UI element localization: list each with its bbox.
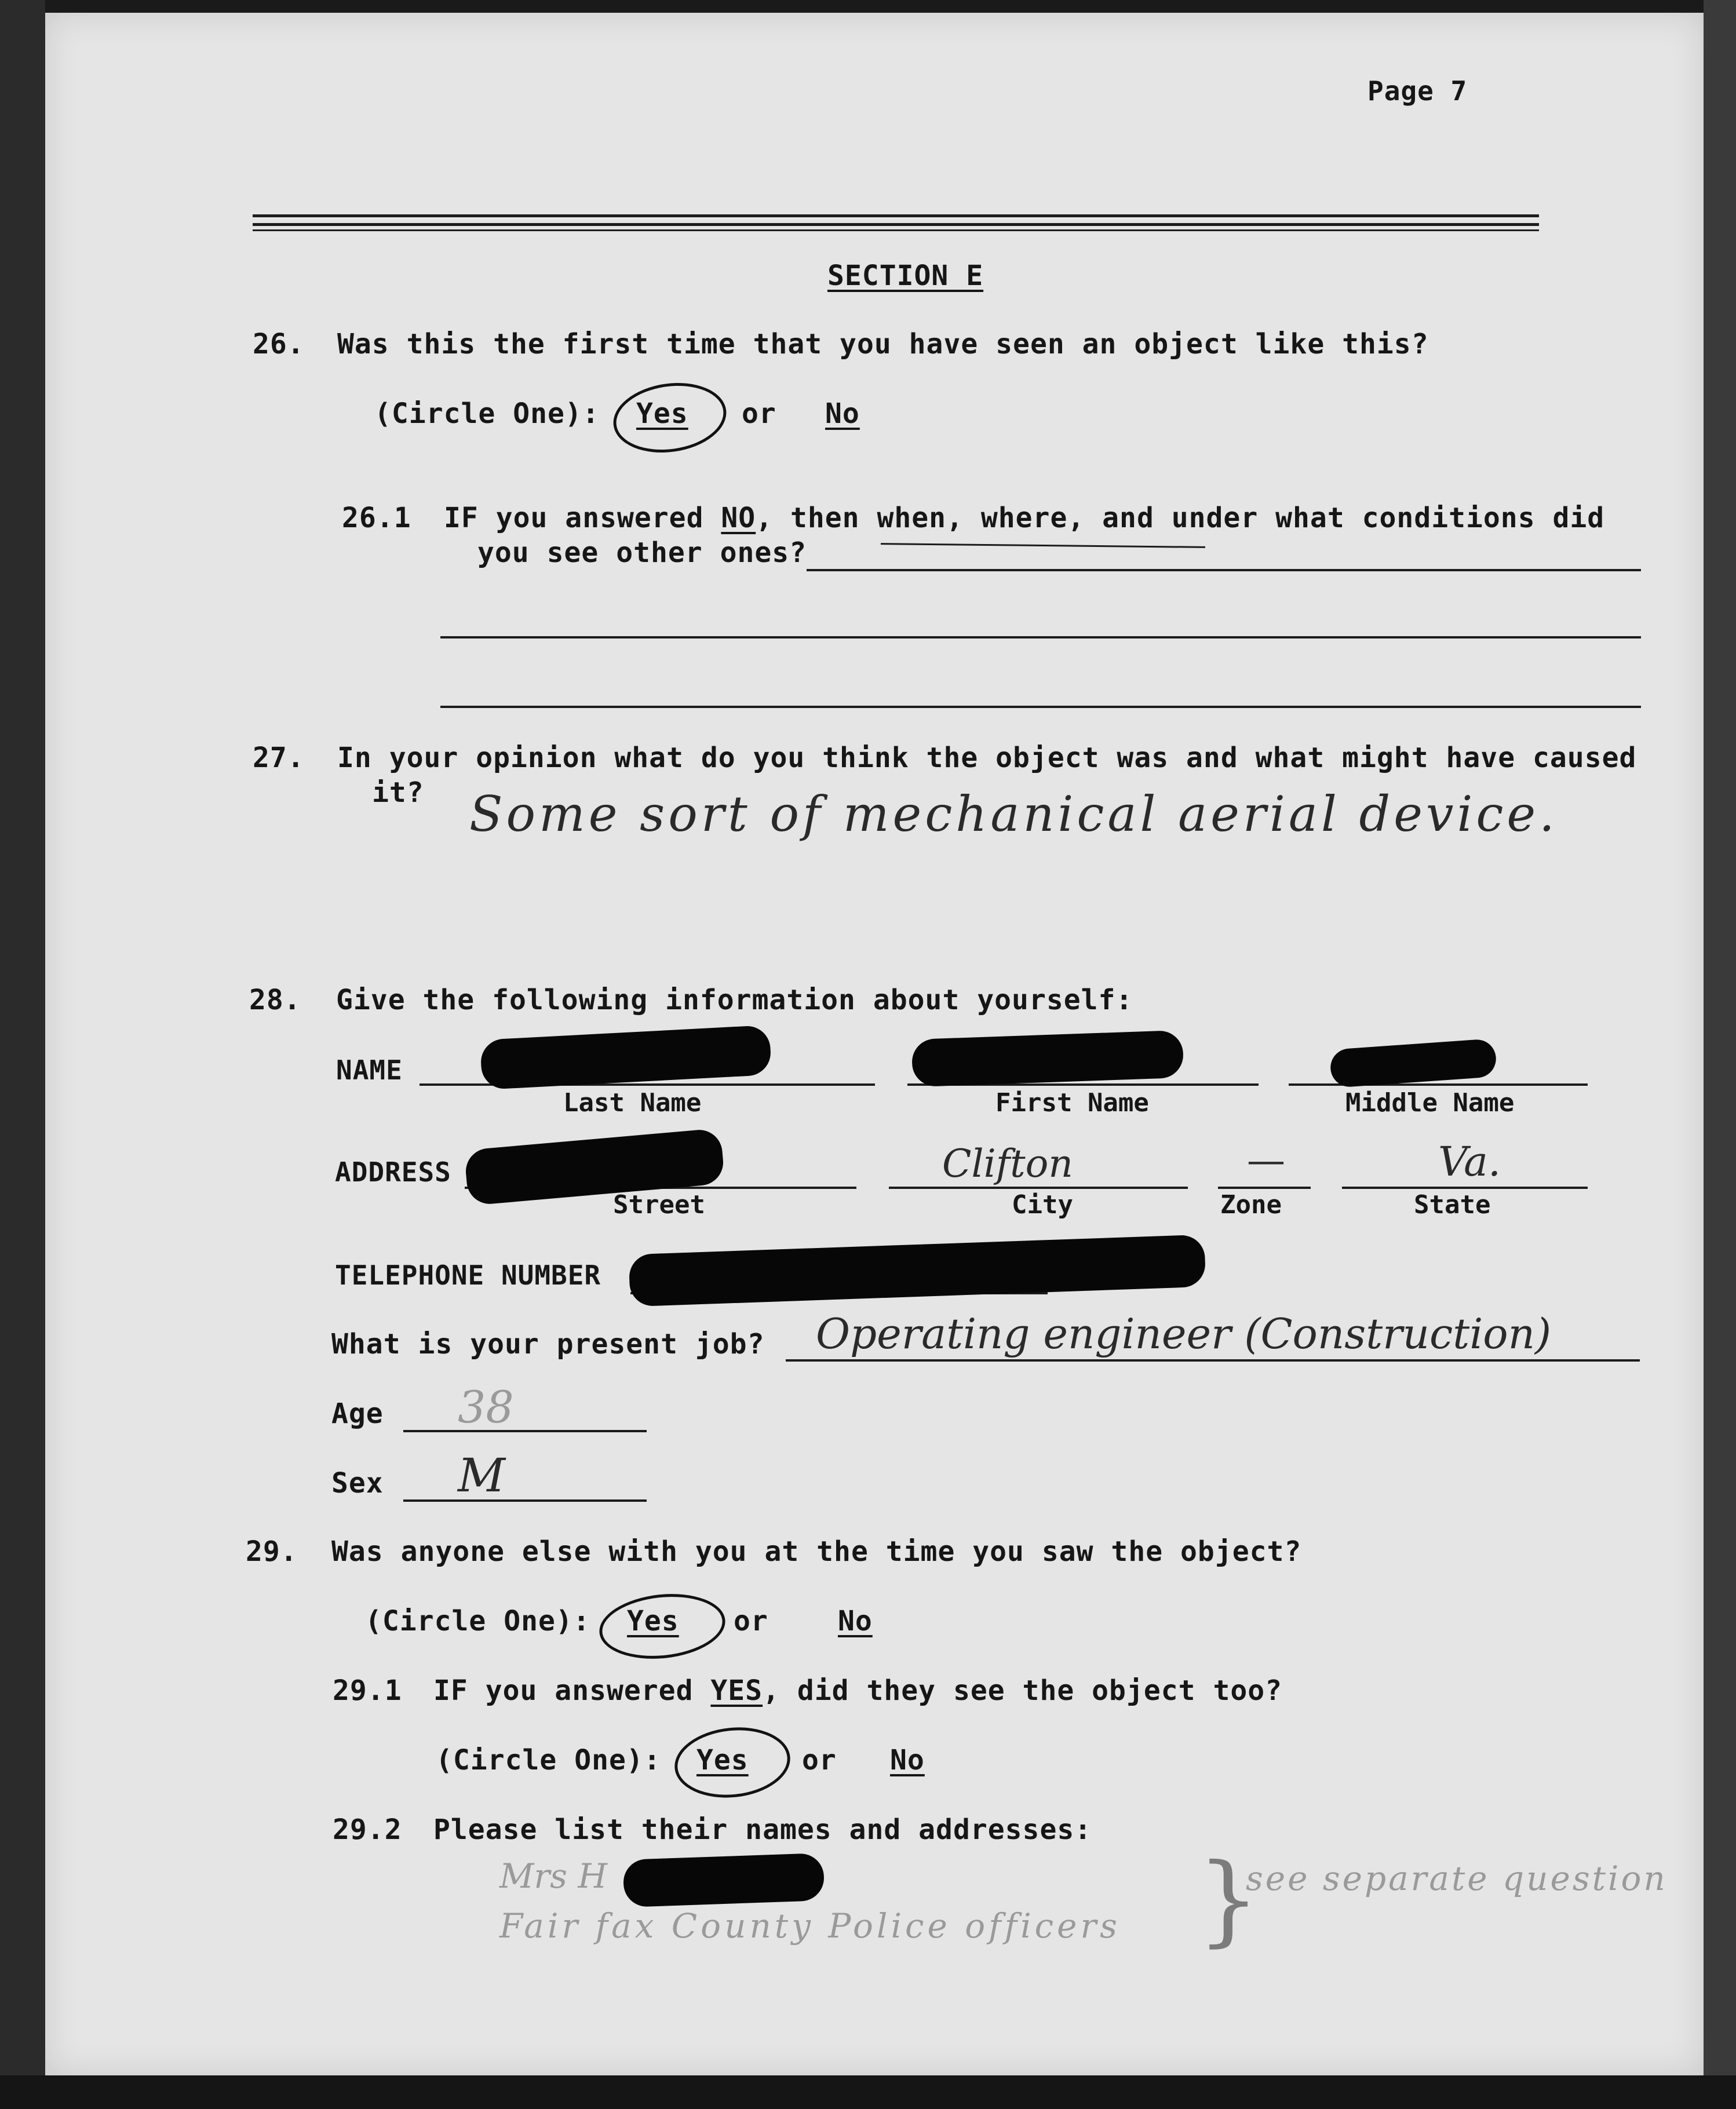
last-name-caption: Last Name: [563, 1088, 702, 1118]
q29-1-text-pre: IF you answered: [433, 1674, 711, 1707]
q29-1-number: 29.1: [333, 1674, 402, 1707]
section-title: SECTION E: [827, 260, 984, 292]
q29-text: Was anyone else with you at the time you saw the object?: [331, 1535, 1302, 1568]
q27-text-line1: In your opinion what do you think the object was and what might have caused: [337, 742, 1637, 774]
q26-1-answer-line-2[interactable]: [440, 636, 1641, 638]
middle-name-caption: Middle Name: [1345, 1088, 1515, 1118]
q29-1-circle-label: (Circle One):: [436, 1744, 661, 1776]
q29-2-answer-note: see separate question: [1246, 1859, 1668, 1898]
zone-line[interactable]: [1218, 1187, 1311, 1189]
q26-1-answer-line-3[interactable]: [440, 706, 1641, 708]
q29-1-text: [433, 1674, 1282, 1707]
q29-1-text-post: , did they see the object too?: [763, 1674, 1283, 1707]
name-label: NAME: [336, 1054, 403, 1086]
q29-circle-label: (Circle One):: [365, 1605, 590, 1637]
header-rule-bottom: [253, 229, 1539, 231]
sex-value: M: [458, 1448, 505, 1502]
telephone-label: TELEPHONE NUMBER: [335, 1260, 601, 1291]
q29-1-no-option[interactable]: No: [890, 1744, 925, 1776]
q26-1-answer-line-1[interactable]: [807, 569, 1641, 571]
state-value: Va.: [1438, 1138, 1501, 1185]
state-caption: State: [1414, 1190, 1491, 1220]
address-label: ADDRESS: [335, 1156, 451, 1188]
q29-1-key: YES: [710, 1674, 763, 1707]
age-label: Age: [331, 1398, 384, 1430]
q26-text: Was this the first time that you have seen an object like this?: [337, 328, 1429, 360]
sex-line[interactable]: [403, 1499, 647, 1502]
job-value: Operating engineer (Construction): [816, 1309, 1552, 1358]
q29-1-or: or: [802, 1744, 837, 1776]
page-number: Page 7: [1367, 75, 1468, 107]
q27-number: 27.: [253, 742, 305, 774]
q29-2-brace: }: [1197, 1842, 1260, 1957]
q28-number: 28.: [249, 984, 301, 1016]
street-caption: Street: [613, 1190, 705, 1220]
q26-number: 26.: [253, 328, 305, 360]
city-value: Clifton: [942, 1141, 1073, 1186]
q29-no-option[interactable]: No: [838, 1605, 873, 1637]
sex-label: Sex: [331, 1467, 384, 1499]
q29-yes-option[interactable]: Yes: [627, 1605, 679, 1637]
q26-no-option[interactable]: No: [825, 397, 860, 430]
header-rule-middle: [253, 223, 1539, 226]
q29-2-text: Please list their names and addresses:: [433, 1814, 1092, 1846]
q26-or: or: [742, 397, 776, 430]
city-line[interactable]: [889, 1187, 1188, 1189]
q29-number: 29.: [246, 1535, 298, 1568]
scan-edge-right: [1704, 0, 1736, 2109]
q26-circle-label: (Circle One):: [374, 397, 600, 430]
last-name-line[interactable]: [420, 1083, 875, 1086]
q29-2-answer-line1: Mrs H: [499, 1856, 607, 1896]
city-caption: City: [1012, 1190, 1073, 1220]
q26-1-text-pre: IF you answered: [444, 502, 721, 534]
q29-2-name-redaction: [623, 1853, 825, 1907]
age-value: 38: [458, 1381, 514, 1433]
scan-edge-bottom: [0, 2075, 1736, 2109]
q26-1-key: NO: [721, 502, 756, 534]
zone-value: —: [1247, 1138, 1285, 1183]
q26-yes-option[interactable]: Yes: [636, 397, 688, 430]
q27-text-line2: it?: [372, 776, 424, 809]
q26-1-text-line1: [444, 502, 1604, 534]
first-name-redaction: [911, 1030, 1184, 1087]
scan-edge-left: [0, 0, 45, 2109]
first-name-caption: First Name: [995, 1088, 1149, 1118]
q29-2-number: 29.2: [333, 1814, 402, 1846]
job-line[interactable]: [786, 1359, 1640, 1362]
age-line[interactable]: [403, 1430, 647, 1432]
zone-caption: Zone: [1220, 1190, 1282, 1220]
q27-handwritten-answer: Some sort of mechanical aerial device.: [469, 786, 1558, 842]
q29-1-yes-option[interactable]: Yes: [696, 1744, 749, 1776]
q29-2-answer-line2: Fair fax County Police officers: [499, 1906, 1121, 1946]
q29-or: or: [734, 1605, 768, 1637]
middle-name-line[interactable]: [1289, 1083, 1588, 1086]
header-rule-top: [253, 214, 1539, 217]
q26-1-text-post: , then when, where, and under what conditions did: [756, 502, 1605, 534]
q26-1-text-line2: you see other ones?: [477, 537, 807, 569]
job-label: What is your present job?: [331, 1328, 765, 1360]
q28-text: Give the following information about yourself:: [336, 984, 1133, 1016]
q26-1-number: 26.1: [342, 502, 411, 534]
state-line[interactable]: [1342, 1187, 1588, 1189]
